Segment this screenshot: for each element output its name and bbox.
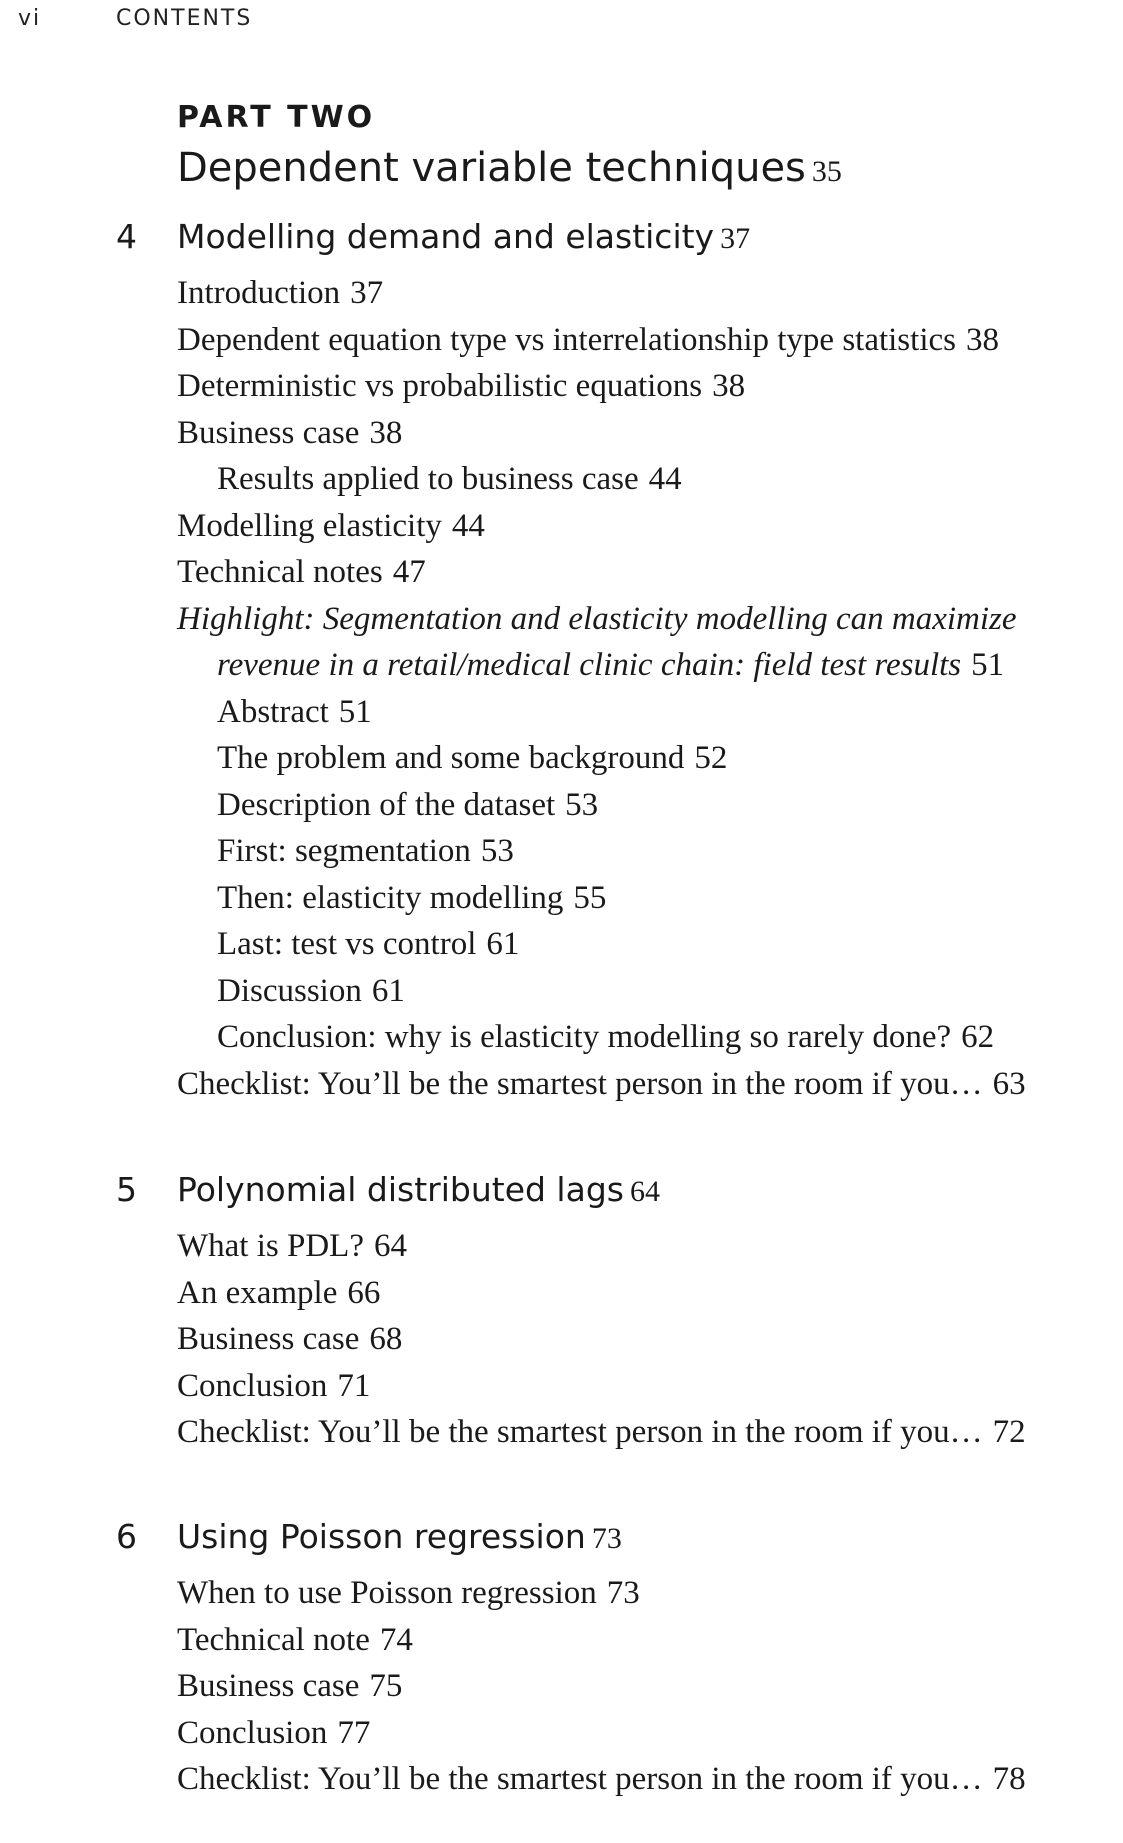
- entry-page: 64: [373, 1228, 407, 1264]
- part-label: PART TWO: [177, 100, 376, 135]
- chapter-number: 5: [116, 1170, 137, 1209]
- entry-title: Checklist: You’ll be the smartest person in the room if you…: [177, 1414, 983, 1450]
- entry-page: 55: [573, 879, 607, 916]
- chapter-page: 37: [720, 222, 751, 255]
- chapter-number: 6: [116, 1517, 137, 1556]
- toc-subentry: [177, 1014, 1106, 1061]
- chapter-title: Modelling demand and elasticity: [177, 217, 715, 256]
- chapter-heading: [116, 1512, 1106, 1562]
- entry-title: The problem and some background: [217, 740, 685, 776]
- entry-page: 52: [694, 740, 728, 776]
- entry-title: Conclusion: [177, 1714, 328, 1751]
- toc-subentry: [177, 689, 1106, 736]
- chapter-heading: [116, 212, 1106, 262]
- chapter-5-entries: [116, 1223, 1106, 1456]
- chapter-page: 73: [591, 1522, 622, 1555]
- part-heading: [177, 98, 842, 200]
- entry-page: 66: [347, 1274, 381, 1311]
- chapter-6: [116, 1512, 1106, 1803]
- part-title-line: [177, 140, 842, 200]
- entry-title: An example: [177, 1274, 338, 1311]
- entry-title: Dependent equation type vs interrelationship type statistics: [177, 321, 956, 358]
- entry-title: Technical note: [177, 1621, 370, 1658]
- toc-entry: [177, 549, 1106, 596]
- entry-page: 38: [965, 321, 999, 358]
- part-title: Dependent variable techniques: [177, 145, 806, 191]
- toc-entry: [177, 1409, 1106, 1456]
- entry-page: 53: [480, 833, 514, 869]
- chapter-4: [116, 212, 1106, 1107]
- toc-entry: [177, 1570, 1106, 1617]
- entry-page: 37: [350, 275, 384, 311]
- entry-page: 75: [369, 1668, 403, 1704]
- entry-title: First: segmentation: [217, 833, 471, 869]
- toc-entry: [177, 1663, 1106, 1710]
- entry-page: 47: [392, 554, 426, 590]
- toc-entry: [177, 1710, 1106, 1757]
- toc-subentry: [177, 735, 1106, 782]
- entry-title: Discussion: [217, 972, 362, 1009]
- entry-title: Business case: [177, 414, 360, 451]
- chapter-title: Using Poisson regression: [177, 1517, 586, 1556]
- toc-subentry: [177, 968, 1106, 1015]
- chapter-heading: [116, 1165, 1106, 1215]
- page-number: vi: [18, 6, 42, 31]
- entry-title: Deterministic vs probabilistic equations: [177, 368, 703, 404]
- toc-entry: [177, 317, 1106, 364]
- entry-title: Business case: [177, 1668, 360, 1704]
- toc-subentry: [177, 921, 1106, 968]
- entry-page: 44: [648, 461, 682, 497]
- entry-page: 71: [337, 1367, 371, 1404]
- toc-subentry: [177, 828, 1106, 875]
- toc-entry: [177, 1061, 1106, 1108]
- entry-page: 78: [992, 1761, 1026, 1797]
- chapter-title-line: [177, 1165, 660, 1217]
- toc-entry: [177, 1270, 1106, 1317]
- chapter-title: Polynomial distributed lags: [177, 1170, 624, 1209]
- toc-entry: [177, 1316, 1106, 1363]
- entry-page: 38: [369, 414, 403, 451]
- entry-page: 44: [451, 507, 485, 544]
- entry-title: Last: test vs control: [217, 926, 477, 962]
- entry-page: 62: [961, 1019, 995, 1055]
- entry-page: 38: [712, 368, 746, 404]
- chapter-5: [116, 1165, 1106, 1456]
- toc-entry: [177, 410, 1106, 457]
- entry-title: Conclusion: why is elasticity modelling so rarely done?: [217, 1019, 952, 1055]
- entry-title: Abstract: [217, 693, 329, 730]
- toc-entry: [177, 270, 1106, 317]
- chapter-title-line: [177, 212, 750, 264]
- entry-title: Introduction: [177, 275, 341, 311]
- entry-page: 74: [379, 1621, 413, 1658]
- toc-highlight-entry: [177, 596, 1117, 689]
- entry-title: Highlight: Segmentation and elasticity modelling can maximize revenue in a retail/medical clinic chain: field test results: [177, 600, 1017, 683]
- entry-title: Conclusion: [177, 1367, 328, 1404]
- entry-title: Description of the dataset: [217, 786, 556, 823]
- entry-page: 51: [338, 693, 372, 730]
- entry-page: 68: [369, 1321, 403, 1357]
- toc-entry: [177, 1363, 1106, 1410]
- entry-title: Checklist: You’ll be the smartest person in the room if you…: [177, 1065, 983, 1102]
- entry-title: Modelling elasticity: [177, 507, 442, 544]
- running-head-title: CONTENTS: [116, 6, 253, 31]
- entry-title: Results applied to business case: [217, 461, 639, 497]
- toc-entry: [177, 363, 1106, 410]
- entry-page: 63: [992, 1065, 1026, 1102]
- toc-subentry: [177, 875, 1106, 922]
- entry-title: Business case: [177, 1321, 360, 1357]
- entry-page: 73: [606, 1575, 640, 1611]
- toc-subentry: [177, 456, 1106, 503]
- entry-title: Checklist: You’ll be the smartest person in the room if you…: [177, 1761, 983, 1797]
- chapter-number: 4: [116, 217, 137, 256]
- entry-page: 61: [371, 972, 405, 1009]
- toc-entry: [177, 1756, 1106, 1803]
- entry-page: 53: [565, 786, 599, 823]
- toc-entry: [177, 1223, 1106, 1270]
- chapter-page: 64: [629, 1175, 660, 1208]
- entry-page: 61: [486, 926, 520, 962]
- toc-entry: [177, 503, 1106, 550]
- toc-entry: [177, 1617, 1106, 1664]
- chapter-4-entries: [116, 270, 1106, 1107]
- entry-page: 77: [337, 1714, 371, 1751]
- chapter-title-line: [177, 1512, 622, 1564]
- entry-title: When to use Poisson regression: [177, 1575, 597, 1611]
- entry-page: 51: [971, 647, 1005, 683]
- entry-title: Then: elasticity modelling: [217, 879, 564, 916]
- entry-title: What is PDL?: [177, 1228, 364, 1264]
- entry-title: Technical notes: [177, 554, 383, 590]
- entry-page: 72: [992, 1414, 1026, 1450]
- toc-subentry: [177, 782, 1106, 829]
- chapter-6-entries: [116, 1570, 1106, 1803]
- part-page: 35: [811, 155, 842, 188]
